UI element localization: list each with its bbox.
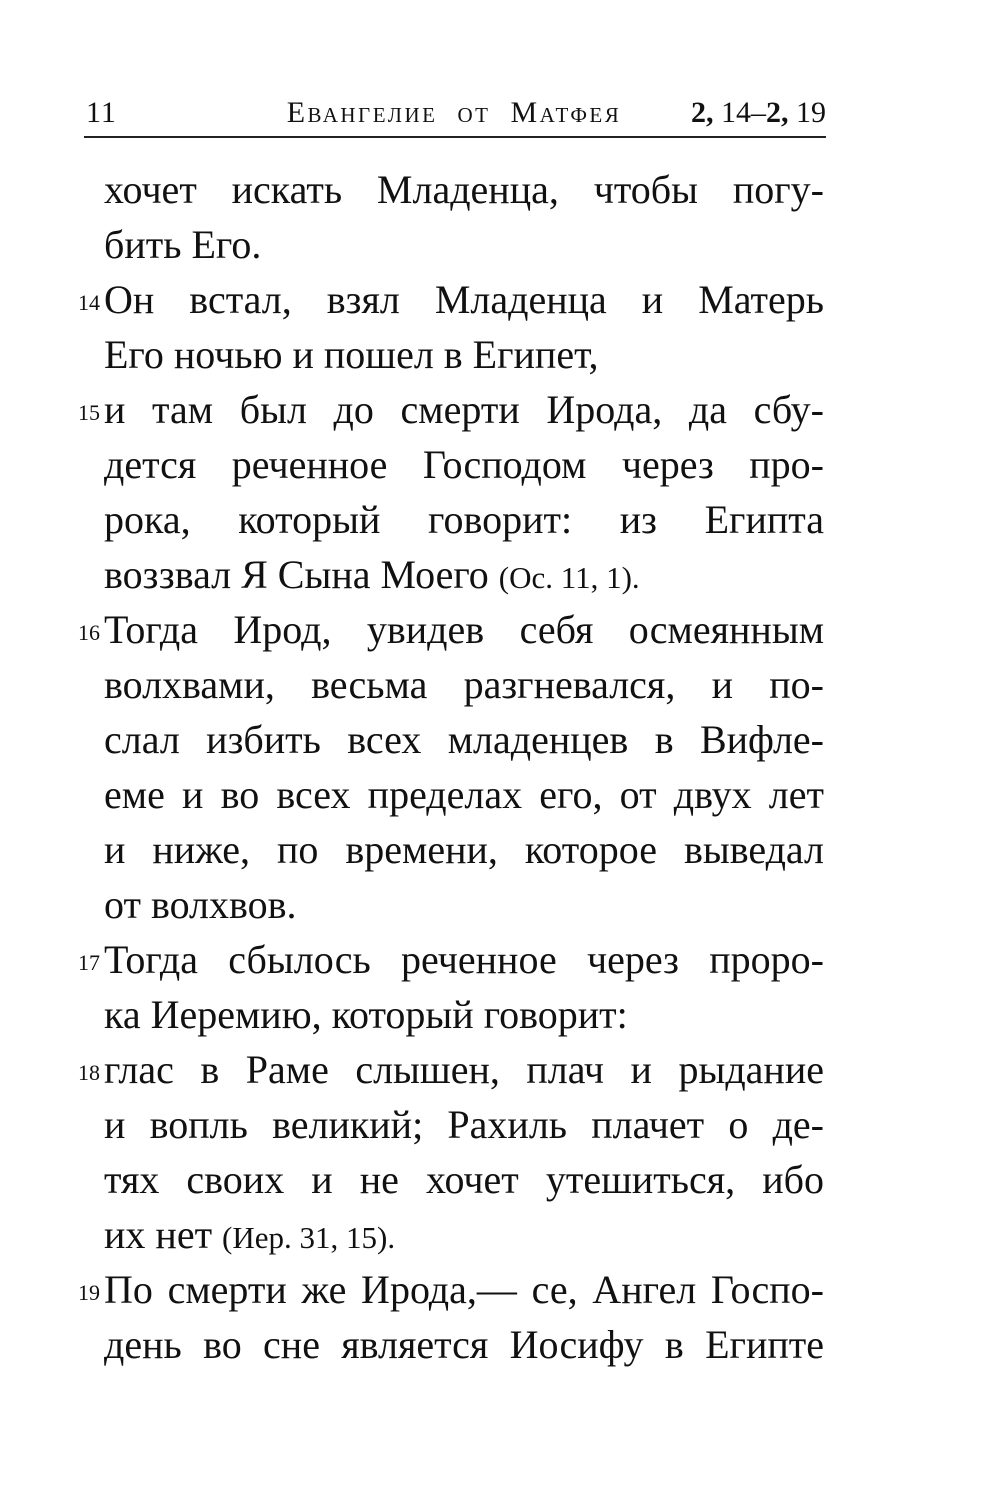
verse-number: 17 <box>78 950 100 975</box>
line-text: ка Иеремию, который говорит: <box>104 992 628 1037</box>
text-line <box>104 1042 824 1097</box>
line-text: воззвал Я Сына Моего <box>104 552 499 597</box>
line-text: волхвами, весьма разгневался, и по- <box>104 662 824 707</box>
text-line <box>104 712 824 767</box>
text-line <box>104 987 824 1042</box>
text-line <box>104 657 824 712</box>
line-text: дется реченное Господом через про- <box>104 442 824 487</box>
line-text: тях своих и не хочет утешиться, ибо <box>104 1157 824 1202</box>
header-rule <box>84 136 826 138</box>
range-chapter-start: 2, <box>691 96 714 129</box>
text-line <box>104 162 824 217</box>
verse-number: 14 <box>78 290 100 315</box>
verse-number: 18 <box>78 1060 100 1085</box>
verse-number: 16 <box>78 620 100 645</box>
line-text: По смерти же Ирода,— се, Ангел Госпо- <box>104 1267 824 1312</box>
text-line <box>104 1207 824 1262</box>
line-text: и ниже, по времени, которое выведал <box>104 827 824 872</box>
range-verse-end: 19 <box>788 96 826 129</box>
line-text: от волхвов. <box>104 882 297 927</box>
text-line <box>104 1317 824 1372</box>
text-line <box>104 602 824 657</box>
running-title: Евангелие от Матфея <box>286 96 622 129</box>
line-text: Тогда сбылось реченное через проро- <box>104 937 824 982</box>
text-line <box>104 767 824 822</box>
page-number: 11 <box>86 96 117 129</box>
range-chapter-end: 2, <box>766 96 789 129</box>
line-text: Тогда Ирод, увидев себя осмеянным <box>104 607 824 652</box>
line-text: Он встал, взял Младенца и Матерь <box>104 277 824 322</box>
line-text: их нет <box>104 1212 223 1257</box>
line-text: и там был до смерти Ирода, да сбу- <box>104 387 824 432</box>
line-text: хочет искать Младенца, чтобы погу- <box>104 167 824 212</box>
chapter-verse-range <box>691 92 826 134</box>
verse-number: 15 <box>78 400 100 425</box>
text-line <box>104 327 824 382</box>
line-text: глас в Раме слышен, плач и рыдание <box>104 1047 824 1092</box>
text-line <box>104 1262 824 1317</box>
line-text: рока, который говорит: из Египта <box>104 497 824 542</box>
line-text: Его ночью и пошел в Египет, <box>104 332 599 377</box>
text-line <box>104 1152 824 1207</box>
running-header <box>84 92 826 134</box>
line-text: слал избить всех младенцев в Вифле- <box>104 717 824 762</box>
text-line <box>104 492 824 547</box>
scripture-reference: (Иер. 31, 15). <box>222 1220 396 1255</box>
text-line <box>104 547 824 602</box>
text-line <box>104 217 824 272</box>
line-text: бить Его. <box>104 222 262 267</box>
text-line <box>104 1097 824 1152</box>
text-line <box>104 382 824 437</box>
verse-number: 19 <box>78 1280 100 1305</box>
range-dash: – <box>751 96 766 129</box>
scripture-reference: (Ос. 11, 1). <box>498 560 640 595</box>
range-verse-start: 14 <box>713 96 751 129</box>
line-text: день во сне является Иосифу в Египте <box>104 1322 824 1367</box>
text-line <box>104 437 824 492</box>
text-line <box>104 272 824 327</box>
text-line <box>104 877 824 932</box>
text-line <box>104 822 824 877</box>
line-text: еме и во всех пределах его, от двух лет <box>104 772 824 817</box>
text-line <box>104 932 824 987</box>
line-text: и вопль великий; Рахиль плачет о де- <box>104 1102 824 1147</box>
